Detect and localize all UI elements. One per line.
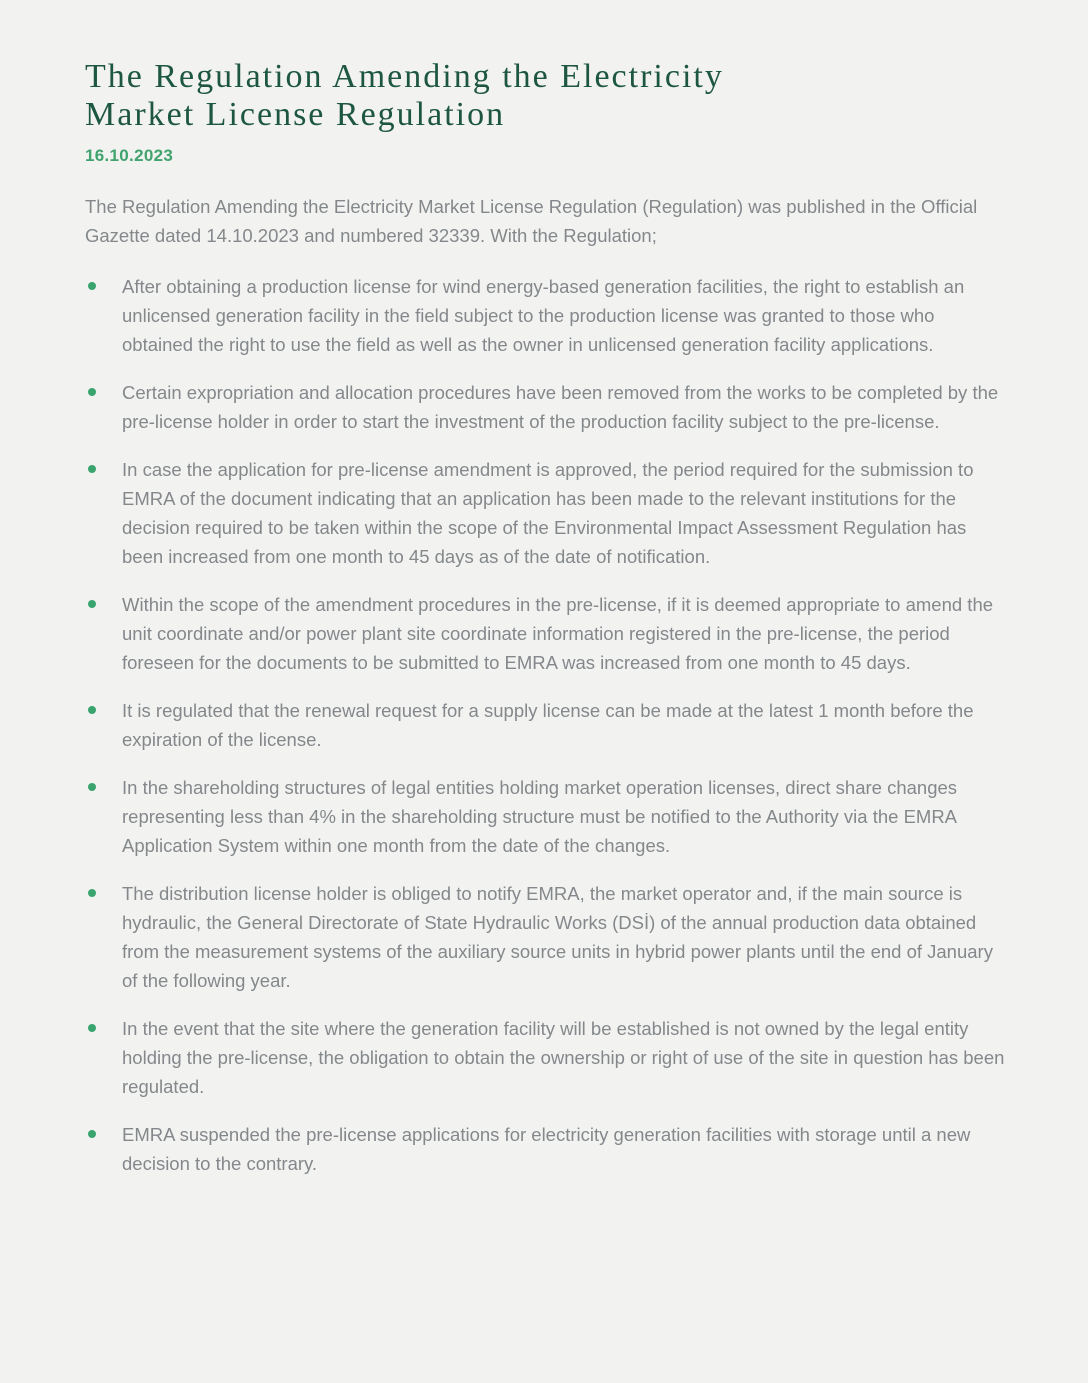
list-item: [85, 1120, 1010, 1178]
list-item: [85, 272, 1010, 359]
bullet-icon: [88, 600, 96, 608]
list-item: [85, 696, 1010, 754]
bullet-icon: [88, 282, 96, 290]
list-item: [85, 378, 1010, 436]
list-item: [85, 773, 1010, 860]
bullet-icon: [88, 706, 96, 714]
list-item-text: Certain expropriation and allocation procedures have been removed from the works to be completed by the pre-license holder in order to start the investment of the production facility subject to the pre-license.: [122, 382, 999, 432]
page-title-line-1: The Regulation Amending the Electricity: [85, 58, 724, 95]
list-item-text: The distribution license holder is obliged to notify EMRA, the market operator and, if the main source is hydraulic, the General Directorate of State Hydraulic Works (DSİ) of the annual production data obtained from the measurement systems of the auxiliary source units in hybrid power plants until the end of January of the following year.: [122, 883, 993, 991]
page-title-line-2: Market License Regulation: [85, 96, 506, 133]
list-item-text: In the event that the site where the generation facility will be established is not owned by the legal entity holding the pre-license, the obligation to obtain the ownership or right of use of the site in question has been regulated.: [122, 1018, 1005, 1097]
list-item-text: In case the application for pre-license amendment is approved, the period required for the submission to EMRA of the document indicating that an application has been made to the relevant institutions for the decision required to be taken within the scope of the Environmental Impact Assessment Regulation has been increased from one month to 45 days as of the date of notification.: [122, 459, 974, 567]
bullet-icon: [88, 388, 96, 396]
page-title: [85, 58, 1010, 134]
list-item-text: In the shareholding structures of legal entities holding market operation licenses, direct share changes representing less than 4% in the shareholding structure must be notified to the Authority via the EMRA Application System within one month from the date of the changes.: [122, 777, 958, 856]
bullet-icon: [88, 889, 96, 897]
intro-paragraph: The Regulation Amending the Electricity Market License Regulation (Regulation) was published in the Official Gazette dated 14.10.2023 and numbered 32339. With the Regulation;: [85, 196, 978, 246]
list-item-text: EMRA suspended the pre-license applications for electricity generation facilities with storage until a new decision to the contrary.: [122, 1124, 971, 1174]
publish-date: 16.10.2023: [85, 146, 174, 165]
list-item-text: It is regulated that the renewal request for a supply license can be made at the latest 1 month before the expiration of the license.: [122, 700, 974, 750]
bullet-icon: [88, 1024, 96, 1032]
list-item: [85, 590, 1010, 677]
list-item: [85, 1014, 1010, 1101]
bullet-icon: [88, 1130, 96, 1138]
list-item-text: Within the scope of the amendment procedures in the pre-license, if it is deemed appropriate to amend the unit coordinate and/or power plant site coordinate information registered in the pre-license, the period foreseen for the documents to be submitted to EMRA was increased from one month to 45 days.: [122, 594, 994, 673]
bullet-list: [85, 272, 1010, 1178]
bullet-icon: [88, 783, 96, 791]
list-item: [85, 879, 1010, 995]
list-item-text: After obtaining a production license for wind energy-based generation facilities, the right to establish an unlicensed generation facility in the field subject to the production license was granted to those who obtained the right to use the field as well as the owner in unlicensed generation facility applications.: [122, 276, 965, 355]
list-item: [85, 455, 1010, 571]
bullet-icon: [88, 465, 96, 473]
